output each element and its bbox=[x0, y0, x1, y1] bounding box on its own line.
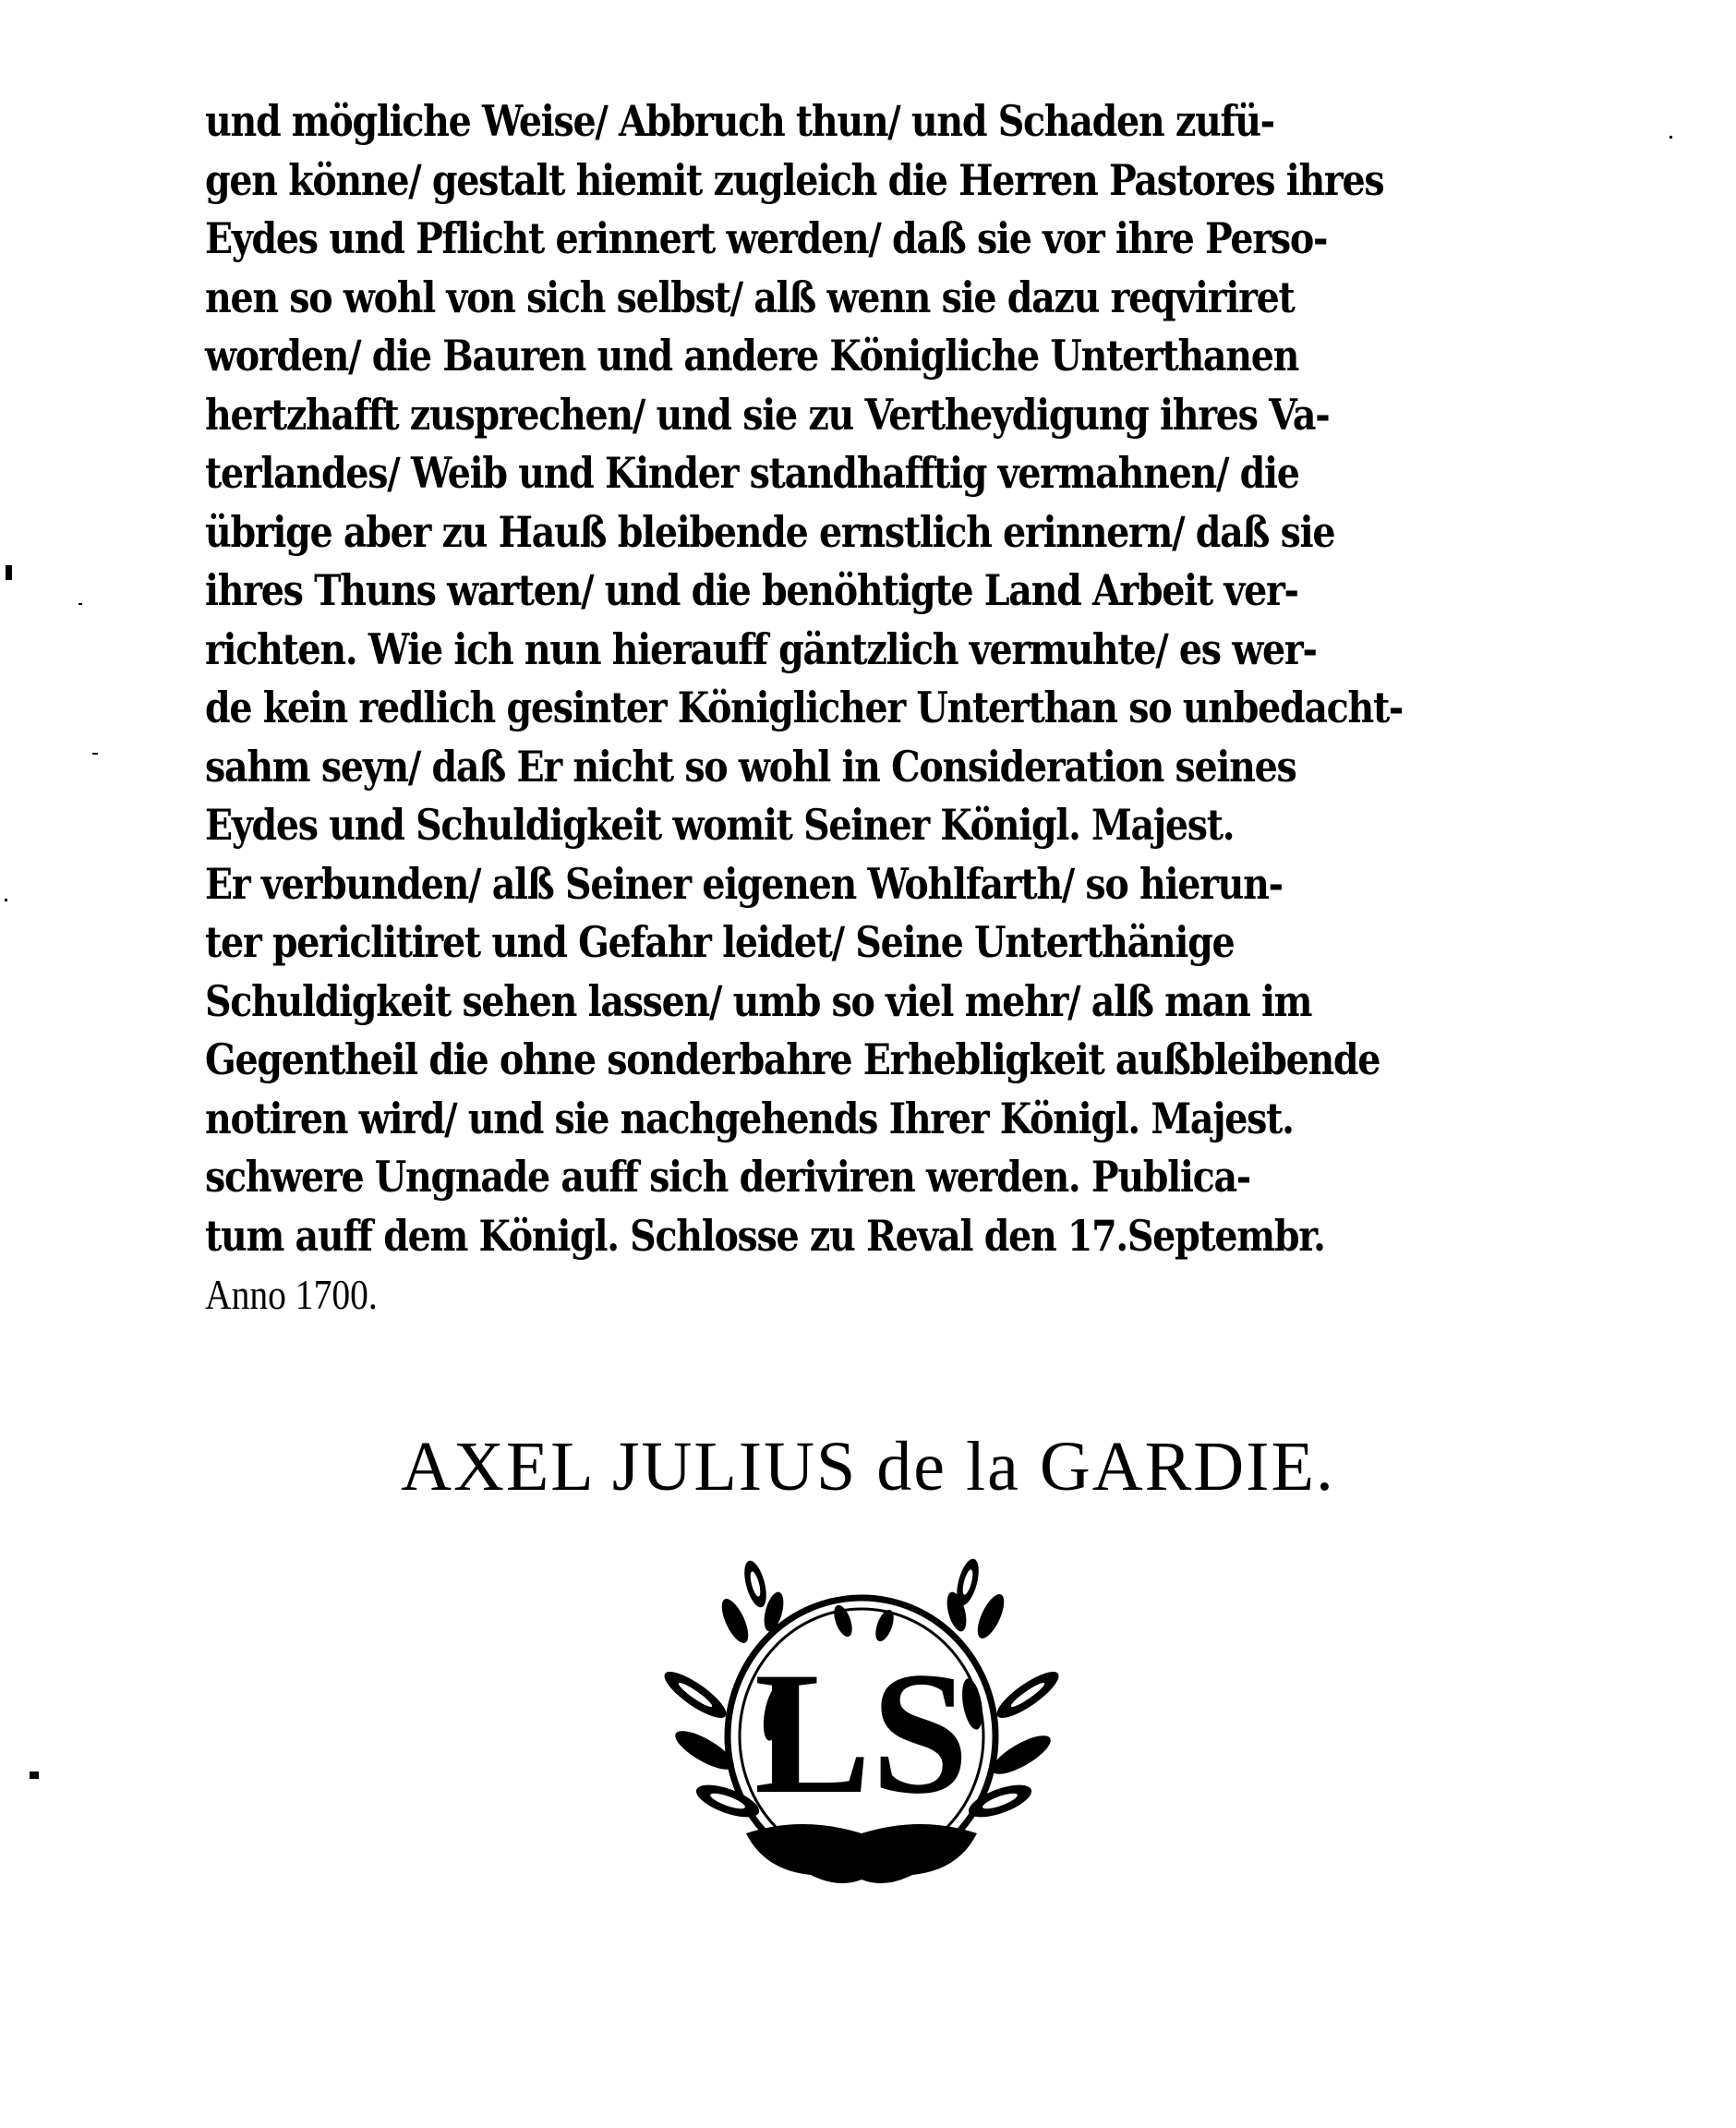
seal-monogram: LS bbox=[753, 1637, 970, 1831]
text-line: nen so wohl von sich selbst/ alß wenn sie dazu reqviriret bbox=[205, 272, 1295, 322]
text-line: sahm seyn/ daß Er nicht so wohl in Consideration seines bbox=[205, 741, 1296, 792]
text-line: Eydes und Pflicht erinnert werden/ daß sie vor ihre Perso- bbox=[205, 213, 1328, 263]
ls-seal-wreath-icon bbox=[663, 1556, 1060, 1907]
proclamation-text bbox=[205, 92, 1465, 1324]
text-line: terlandes/ Weib und Kinder standhafftig vermahnen/ die bbox=[205, 448, 1299, 498]
text-line: tum auff dem Königl. Schlosse zu Reval den 17.Septembr. bbox=[205, 1210, 1325, 1261]
text-line: hertzhafft zusprechen/ und sie zu Vertheydigung ihres Va- bbox=[205, 389, 1330, 440]
text-line: ter periclitiret und Gefahr leidet/ Seine Unterthänige bbox=[205, 917, 1235, 967]
text-line: Gegentheil die ohne sonderbahre Erhebligkeit außbleibende bbox=[205, 1034, 1380, 1084]
text-line: worden/ die Bauren und andere Königliche Unterthanen bbox=[205, 331, 1299, 381]
scan-speck bbox=[92, 753, 98, 755]
signature: AXEL JULIUS de la GARDIE. bbox=[401, 1428, 1335, 1505]
text-line: richten. Wie ich nun hierauff gäntzlich vermuhte/ es wer- bbox=[205, 623, 1317, 674]
text-line: de kein redlich gesinter Königlicher Unterthan so unbedacht- bbox=[205, 683, 1404, 732]
scan-speck bbox=[78, 603, 82, 605]
scan-speck bbox=[5, 899, 7, 901]
text-line: Eydes und Schuldigkeit womit Seiner Königl. Majest. bbox=[205, 800, 1235, 850]
text-line: Schuldigkeit sehen lassen/ umb so viel mehr/ alß man im bbox=[205, 975, 1312, 1026]
text-line: und mögliche Weise/ Abbruch thun/ und Schaden zufü- bbox=[205, 96, 1274, 146]
text-line: ihres Thuns warten/ und die benöhtigte Land Arbeit ver- bbox=[205, 565, 1298, 615]
scan-speck bbox=[1670, 136, 1672, 139]
text-line: gen könne/ gestalt hiemit zugleich die Herren Pastores ihres bbox=[205, 154, 1384, 205]
scan-speck bbox=[30, 1771, 39, 1779]
date-line: Anno 1700. bbox=[205, 1271, 378, 1318]
text-line: übrige aber zu Hauß bleibende ernstlich erinnern/ daß sie bbox=[205, 506, 1335, 557]
text-line: notiren wird/ und sie nachgehends Ihrer Königl. Majest. bbox=[205, 1093, 1294, 1143]
text-line: Er verbunden/ alß Seiner eigenen Wohlfarth/ so hierun- bbox=[205, 858, 1283, 909]
scan-speck bbox=[6, 565, 12, 580]
text-line: schwere Ungnade auff sich deriviren werden. Publica- bbox=[205, 1152, 1250, 1202]
